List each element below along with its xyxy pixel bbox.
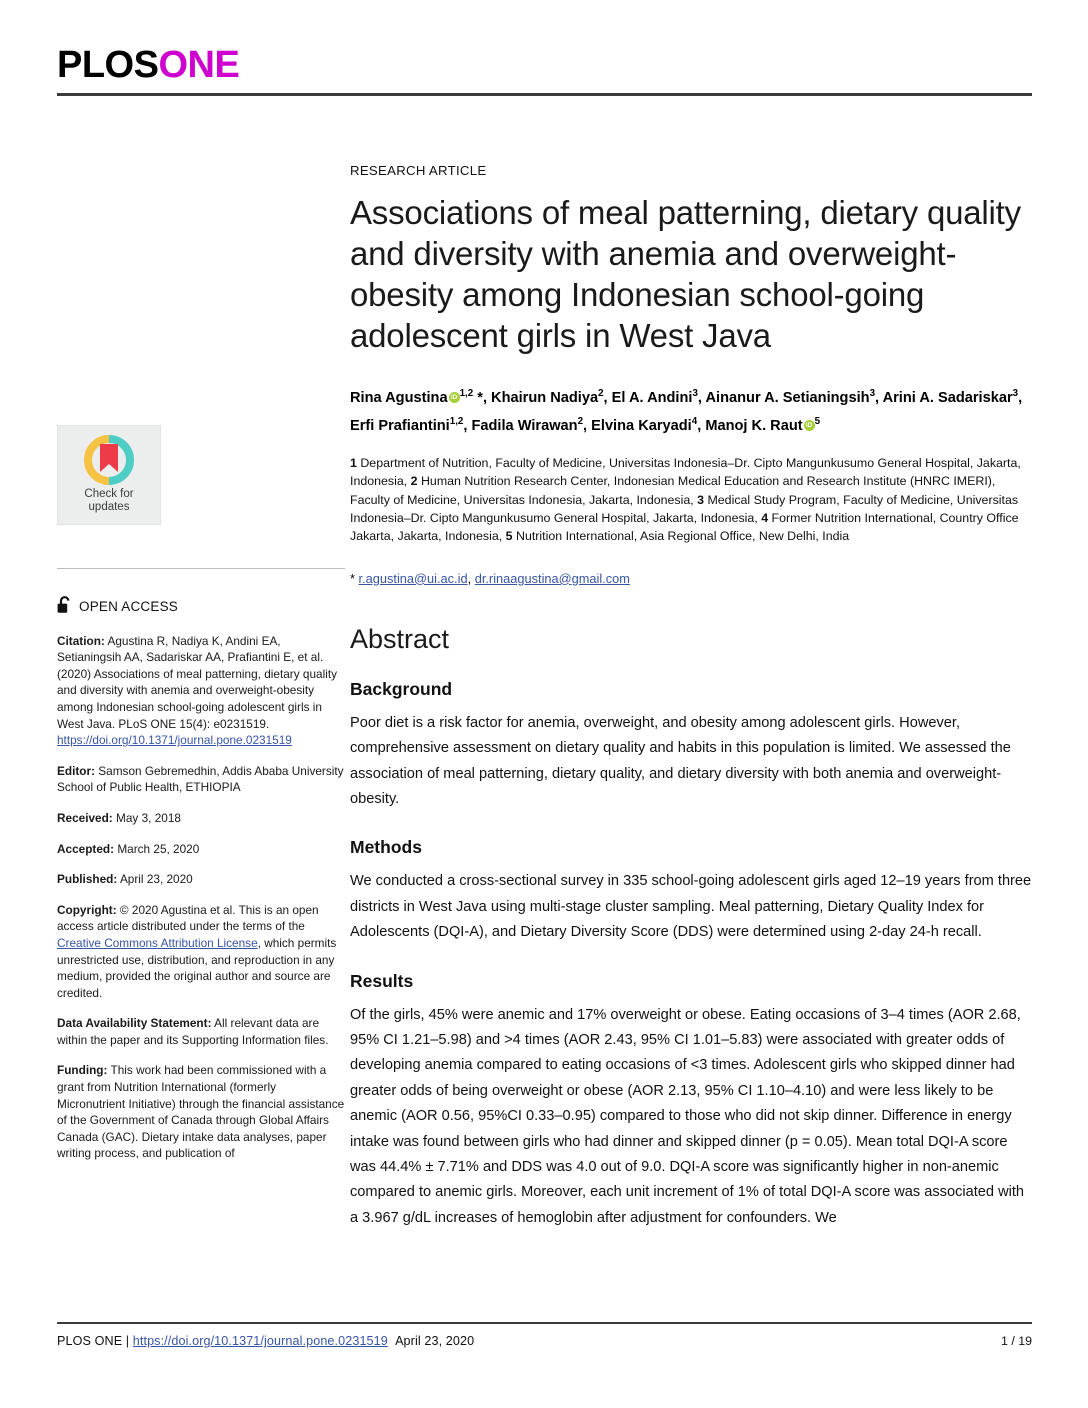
plos-one-logo bbox=[57, 43, 1032, 87]
footer-date: April 23, 2020 bbox=[395, 1334, 475, 1348]
citation-doi-link[interactable]: https://doi.org/10.1371/journal.pone.0231519 bbox=[57, 733, 292, 748]
affiliation-number: 1 bbox=[350, 455, 357, 470]
sidebar-divider bbox=[57, 568, 345, 569]
footer-doi-link[interactable]: https://doi.org/10.1371/journal.pone.0231519 bbox=[132, 1334, 388, 1348]
footer-journal: PLOS ONE bbox=[57, 1334, 123, 1348]
copyright-text-b: , which permits unrestricted use, distribution, and reproduction in any medium, provided the original author and source are credited. bbox=[57, 935, 337, 1000]
email-secondary-link[interactable]: dr.rinaagustina@gmail.com bbox=[474, 570, 630, 586]
masthead bbox=[57, 43, 1032, 96]
affiliation-number: 2 bbox=[410, 474, 418, 489]
affiliation-number: 5 bbox=[505, 529, 513, 544]
affiliation-text: Former Nutrition International, Country Office Jakarta, Jakarta, Indonesia, bbox=[350, 510, 1019, 544]
footer-divider bbox=[57, 1322, 1032, 1324]
page-number: 1 / 19 bbox=[1000, 1334, 1032, 1348]
copyright-block bbox=[57, 902, 345, 1002]
received-date: May 3, 2018 bbox=[112, 810, 181, 825]
author-affiliation-marker: 1,2 bbox=[459, 388, 474, 399]
author-name: Arini A. Sadariskar bbox=[882, 389, 1013, 406]
author-affiliation-marker: 3 bbox=[1012, 388, 1019, 399]
editor-text: Samson Gebremedhin, Addis Ababa University School of Public Health, ETHIOPIA bbox=[57, 763, 344, 795]
open-lock-icon bbox=[57, 596, 72, 619]
editor-label: Editor: bbox=[57, 763, 96, 778]
accepted-label: Accepted: bbox=[57, 841, 115, 856]
author-affiliation-marker: 3 bbox=[869, 388, 876, 399]
received-block bbox=[57, 810, 345, 827]
creative-commons-license-link[interactable]: Creative Commons Attribution License bbox=[57, 935, 258, 950]
affiliation-text: Medical Study Program, Faculty of Medicine, Universitas Indonesia–Dr. Cipto Mangunkusumo General Hospital, Jakarta, Indonesia, bbox=[350, 492, 1019, 525]
abstract-section-heading: Results bbox=[350, 970, 414, 991]
crossmark-label bbox=[84, 488, 133, 514]
author-name: Fadila Wirawan bbox=[471, 417, 578, 434]
author-name: Erfi Prafiantini bbox=[350, 417, 450, 434]
abstract-section-body: We conducted a cross-sectional survey in 335 school-going adolescent girls aged 12–19 years from three districts in West Java using multi-stage cluster sampling. Meal patterning, Dietary Quality Index for Adolescents (DQI-A), and Dietary Diversity Score (DDS) were determined using 2-day 24-h recall. bbox=[350, 873, 1032, 941]
author-affiliation-marker: 2 bbox=[577, 415, 584, 427]
abstract-section-heading: Background bbox=[350, 678, 453, 699]
email-separator: , bbox=[467, 570, 475, 586]
corresponding-author-line bbox=[350, 570, 1032, 588]
accepted-date: March 25, 2020 bbox=[114, 841, 200, 856]
main-content bbox=[350, 163, 1032, 1256]
data-availability-block bbox=[57, 1015, 345, 1048]
footer-citation bbox=[57, 1334, 474, 1348]
page-footer bbox=[57, 1334, 1032, 1348]
accepted-block bbox=[57, 841, 345, 858]
affiliation-number: 3 bbox=[697, 492, 705, 507]
open-access-banner bbox=[57, 596, 345, 619]
author-affiliation-marker: 3 bbox=[692, 388, 698, 399]
author-affiliation-marker: 1,2 bbox=[449, 415, 464, 427]
author-name: Ainanur A. Setianingsih bbox=[705, 389, 870, 406]
copyright-text-a: © 2020 Agustina et al. This is an open access article distributed under the terms of the bbox=[57, 902, 319, 934]
open-access-label: OPEN ACCESS bbox=[79, 599, 178, 614]
affiliation-text: Department of Nutrition, Faculty of Medicine, Universitas Indonesia–Dr. Cipto Mangunkusumo General Hospital, Jakarta, Indonesia, bbox=[350, 455, 1021, 489]
author-name: Manoj K. Raut bbox=[705, 417, 803, 434]
abstract-heading: Abstract bbox=[350, 623, 450, 654]
abstract-sections bbox=[350, 679, 1032, 1232]
corresponding-marker: * bbox=[350, 570, 359, 586]
email-primary-link[interactable]: r.agustina@ui.ac.id bbox=[358, 570, 468, 586]
received-label: Received: bbox=[57, 810, 113, 825]
citation-text: Agustina R, Nadiya K, Andini EA, Setianingsih AA, Sadariskar AA, Prafiantini E, et al. (2020) Associations of meal patterning, dietary quality and diversity with anemia and overweight-obesity among Indonesian school-going adolescent girls in West Java. PLoS ONE 15(4): e0231519. bbox=[57, 633, 338, 731]
published-block bbox=[57, 871, 345, 888]
editor-block bbox=[57, 763, 345, 796]
published-label: Published: bbox=[57, 872, 118, 887]
crossmark-icon bbox=[84, 435, 134, 485]
orcid-icon[interactable] bbox=[449, 392, 460, 403]
sidebar bbox=[57, 425, 345, 1162]
orcid-icon[interactable] bbox=[804, 420, 815, 431]
citation-label: Citation: bbox=[57, 633, 105, 648]
affiliation-list bbox=[350, 454, 1032, 546]
author-name: Rina Agustina bbox=[350, 389, 448, 406]
published-date: April 23, 2020 bbox=[117, 872, 193, 887]
funding-block bbox=[57, 1062, 345, 1162]
author-name: Khairun Nadiya bbox=[491, 389, 599, 406]
logo-one-text: ONE bbox=[158, 44, 240, 86]
author-affiliation-marker: 4 bbox=[691, 415, 698, 427]
footer-separator: | bbox=[122, 1334, 133, 1348]
author-name: Elvina Karyadi bbox=[591, 417, 692, 434]
crossmark-badge[interactable] bbox=[57, 425, 161, 525]
author-list: Rina Agustina iD $^{1,2}$ *, Khairun Nadiya$^2$, El A. Andini$^3$, Ainanur A. Setianingsih$^3$, Arini A. Sadariskar$^3$, Erfi Prafiantini$^{1,2}$, Fadila Wirawan$^2$, Elvina Karyadi$^4$, Manoj K. Raut iD $^5$ bbox=[350, 382, 1032, 438]
author-affiliation-marker: 5 bbox=[814, 415, 821, 427]
page-title: Associations of meal patterning, dietary quality and diversity with anemia and overweight-obesity among Indonesian school-going adolescent girls in West Java bbox=[350, 194, 1021, 354]
citation-block bbox=[57, 633, 345, 749]
affiliation-number: 4 bbox=[761, 510, 769, 525]
corresponding-author-star: * bbox=[473, 389, 483, 406]
author-name: El A. Andini bbox=[611, 389, 693, 406]
article-type-kicker: RESEARCH ARTICLE bbox=[350, 163, 487, 178]
abstract-section-body: Poor diet is a risk factor for anemia, overweight, and obesity among adolescent girls. However, comprehensive assessment on dietary quality and habits in this population is limited. We assessed the association of meal patterning, dietary quality, and dietary diversity with both anemia and overweight-obesity. bbox=[350, 714, 1011, 807]
crossmark-label-line2: updates bbox=[88, 501, 130, 513]
logo-plos-text: PLOS bbox=[57, 44, 159, 86]
abstract-section-body: Of the girls, 45% were anemic and 17% overweight or obese. Eating occasions of 3–4 times (AOR 2.68, 95% CI 1.21–5.98) and >4 times (AOR 2.43, 95% CI 1.01–5.83) were associated with greater odds of developing anemia compared to eating occasions of <3 times. Adolescent girls who skipped dinner had greater odds of being overweight or obese (AOR 2.13, 95% CI 1.10–4.10) and were less likely to be anemic (AOR 0.56, 95%CI 0.33–0.95) compared to those who did not skip dinner. Difference in energy intake was found between girls who had dinner and skipped dinner (p = 0.05). Mean total DQI-A score was 44.4% ± 7.71% and DDS was 4.0 out of 9.0. DQI-A score was significantly higher in non-anemic compared to anemic girls. Moreover, each unit increment of 1% of total DQI-A score was associated with a 3.967 g/dL increases of hemoglobin after adjustment for confounders. We bbox=[350, 1006, 1025, 1226]
crossmark-label-line1: Check for bbox=[84, 488, 134, 500]
affiliation-text: Nutrition International, Asia Regional Office, New Delhi, India bbox=[512, 529, 850, 544]
funding-label: Funding: bbox=[57, 1063, 108, 1078]
affiliation-text: Human Nutrition Research Center, Indonesian Medical Education and Research Institute (HNRC IMERI), Faculty of Medicine, Universitas Indonesia, Jakarta, Indonesia, bbox=[350, 474, 996, 507]
author-affiliation-marker: 2 bbox=[598, 388, 604, 399]
abstract-section-heading: Methods bbox=[350, 837, 422, 858]
funding-text: This work had been commissioned with a grant from Nutrition International (formerly Micronutrient Initiative) through the financial assistance of the Government of Canada through Global Affairs Canada (GAC). Dietary intake data analyses, paper writing process, and publication of bbox=[57, 1063, 345, 1161]
masthead-divider bbox=[57, 93, 1032, 96]
data-availability-label: Data Availability Statement: bbox=[57, 1016, 212, 1031]
copyright-label: Copyright: bbox=[57, 902, 117, 917]
data-availability-text: All relevant data are within the paper and its Supporting Information files. bbox=[57, 1016, 329, 1047]
